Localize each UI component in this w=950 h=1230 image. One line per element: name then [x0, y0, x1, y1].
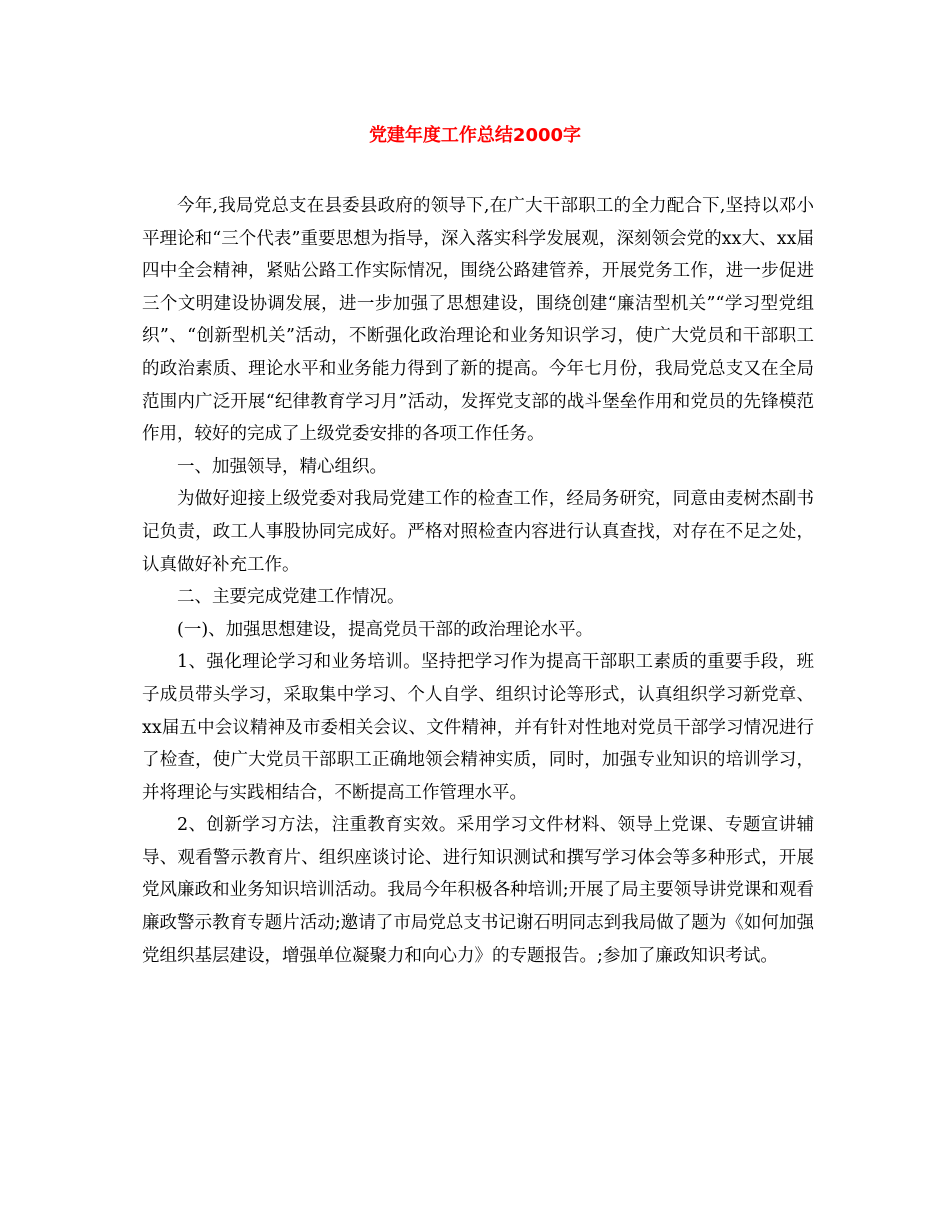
document-title: 党建年度工作总结2000字 — [368, 125, 582, 146]
document-body — [142, 190, 814, 972]
paragraph-item-1: 1、强化理论学习和业务培训。坚持把学习作为提高干部职工素质的重要手段，班子成员带头学习，采取集中学习、个人自学、组织讨论等形式，认真组织学习新党章、xx届五中会议精神及市委相关会议、文件精神，并有针对性地对党员干部学习情况进行了检查，使广大党员干部职工正确地领会精神实质，同时，加强专业知识的培训学习，并将理论与实践相结合，不断提高工作管理水平。 — [142, 652, 814, 803]
section-heading-1: 一、加强领导，精心组织。 — [177, 456, 387, 477]
section-heading-2: 二、主要完成党建工作情况。 — [177, 587, 405, 608]
paragraph-item-2: 2、创新学习方法，注重教育实效。采用学习文件材料、领导上党课、专题宣讲辅导、观看警示教育片、组织座谈讨论、进行知识测试和撰写学习体会等多种形式，开展党风廉政和业务知识培训活动。我局今年积极各种培训;开展了局主要领导讲党课和观看廉政警示教育专题片活动;邀请了市局党总支书记谢石明同志到我局做了题为《如何加强党组织基层建设，增强单位凝聚力和向心力》的专题报告。;参加了廉政知识考试。 — [142, 815, 814, 966]
paragraph-section-1: 为做好迎接上级党委对我局党建工作的检查工作，经局务研究，同意由麦树杰副书记负责，政工人事股协同完成好。严格对照检查内容进行认真查找，对存在不足之处，认真做好补充工作。 — [142, 489, 814, 575]
paragraph-intro: 今年,我局党总支在县委县政府的领导下,在广大干部职工的全力配合下,坚持以邓小平理论和“三个代表”重要思想为指导，深入落实科学发展观，深刻领会党的xx大、xx届四中全会精神，紧贴公路工作实际情况，围绕公路建管养，开展党务工作，进一步促进三个文明建设协调发展，进一步加强了思想建设，围绕创建“廉洁型机关”“学习型党组织”、“创新型机关”活动，不断强化政治理论和业务知识学习，使广大党员和干部职工的政治素质、理论水平和业务能力得到了新的提高。今年七月份，我局党总支又在全局范围内广泛开展“纪律教育学习月”活动，发挥党支部的战斗堡垒作用和党员的先锋模范作用，较好的完成了上级党委安排的各项工作任务。 — [142, 196, 814, 445]
subsection-heading-1: (一)、加强思想建设，提高党员干部的政治理论水平。 — [177, 619, 594, 640]
